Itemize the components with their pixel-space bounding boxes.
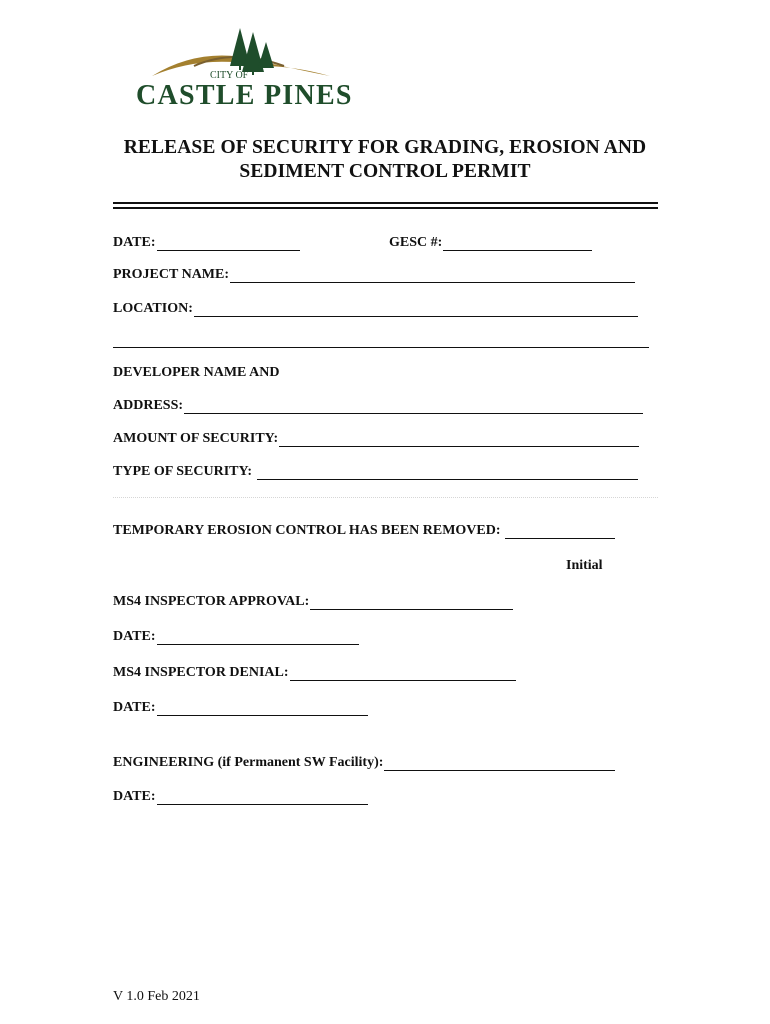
date-4-label: DATE:	[113, 789, 156, 804]
date-2-blank[interactable]	[157, 630, 359, 645]
project-name-label: PROJECT NAME:	[113, 267, 230, 282]
date-field[interactable]	[113, 235, 300, 251]
engineering-blank[interactable]	[384, 756, 615, 771]
form-title-line-1: RELEASE OF SECURITY FOR GRADING, EROSION AND	[123, 137, 647, 158]
date-2-field[interactable]	[113, 629, 359, 645]
castle-pines-logo-icon	[134, 26, 356, 110]
type-blank[interactable]	[257, 465, 638, 480]
logo-small-text: CITY OF	[210, 70, 249, 81]
type-field[interactable]	[113, 464, 638, 480]
date-2-label: DATE:	[113, 629, 156, 644]
address-blank[interactable]	[184, 399, 643, 414]
date-3-blank[interactable]	[157, 701, 368, 716]
date-blank[interactable]	[157, 236, 300, 251]
location-extra-line[interactable]	[113, 347, 649, 348]
temp-erosion-blank[interactable]	[505, 524, 615, 539]
address-field[interactable]	[113, 398, 643, 414]
address-label: ADDRESS:	[113, 398, 184, 413]
location-blank[interactable]	[194, 302, 638, 317]
initial-label: Initial	[566, 558, 603, 573]
amount-label: AMOUNT OF SECURITY:	[113, 431, 279, 446]
ms4-approval-field[interactable]	[113, 594, 513, 610]
city-logo	[134, 26, 356, 110]
version-footer: V 1.0 Feb 2021	[113, 989, 200, 1004]
date-3-field[interactable]	[113, 700, 368, 716]
title-rule	[113, 202, 658, 204]
ms4-denial-blank[interactable]	[290, 666, 516, 681]
form-title-line-2: SEDIMENT CONTROL PERMIT	[239, 161, 531, 182]
gesc-label: GESC #:	[389, 235, 443, 250]
title-rule-2	[113, 207, 658, 209]
type-label: TYPE OF SECURITY:	[113, 464, 256, 479]
date-3-label: DATE:	[113, 700, 156, 715]
developer-label: DEVELOPER NAME AND	[113, 365, 280, 380]
section-divider	[113, 497, 658, 498]
ms4-denial-field[interactable]	[113, 665, 516, 681]
ms4-approval-blank[interactable]	[310, 595, 513, 610]
logo-big-text: CASTLE PINES	[136, 80, 352, 110]
ms4-denial-label: MS4 INSPECTOR DENIAL:	[113, 665, 289, 680]
ms4-approval-label: MS4 INSPECTOR APPROVAL:	[113, 594, 310, 609]
gesc-blank[interactable]	[443, 236, 592, 251]
amount-blank[interactable]	[279, 432, 639, 447]
date-label: DATE:	[113, 235, 156, 250]
location-label: LOCATION:	[113, 301, 193, 316]
gesc-field[interactable]	[389, 235, 592, 251]
date-4-field[interactable]	[113, 789, 368, 805]
project-name-field[interactable]	[113, 267, 635, 283]
project-name-blank[interactable]	[230, 268, 635, 283]
engineering-label: ENGINEERING (if Permanent SW Facility):	[113, 755, 384, 770]
temp-erosion-label: TEMPORARY EROSION CONTROL HAS BEEN REMOVED:	[113, 523, 505, 538]
engineering-field[interactable]	[113, 755, 615, 771]
temp-erosion-field[interactable]	[113, 523, 615, 539]
location-field[interactable]	[113, 301, 638, 317]
amount-field[interactable]	[113, 431, 639, 447]
date-4-blank[interactable]	[157, 790, 368, 805]
